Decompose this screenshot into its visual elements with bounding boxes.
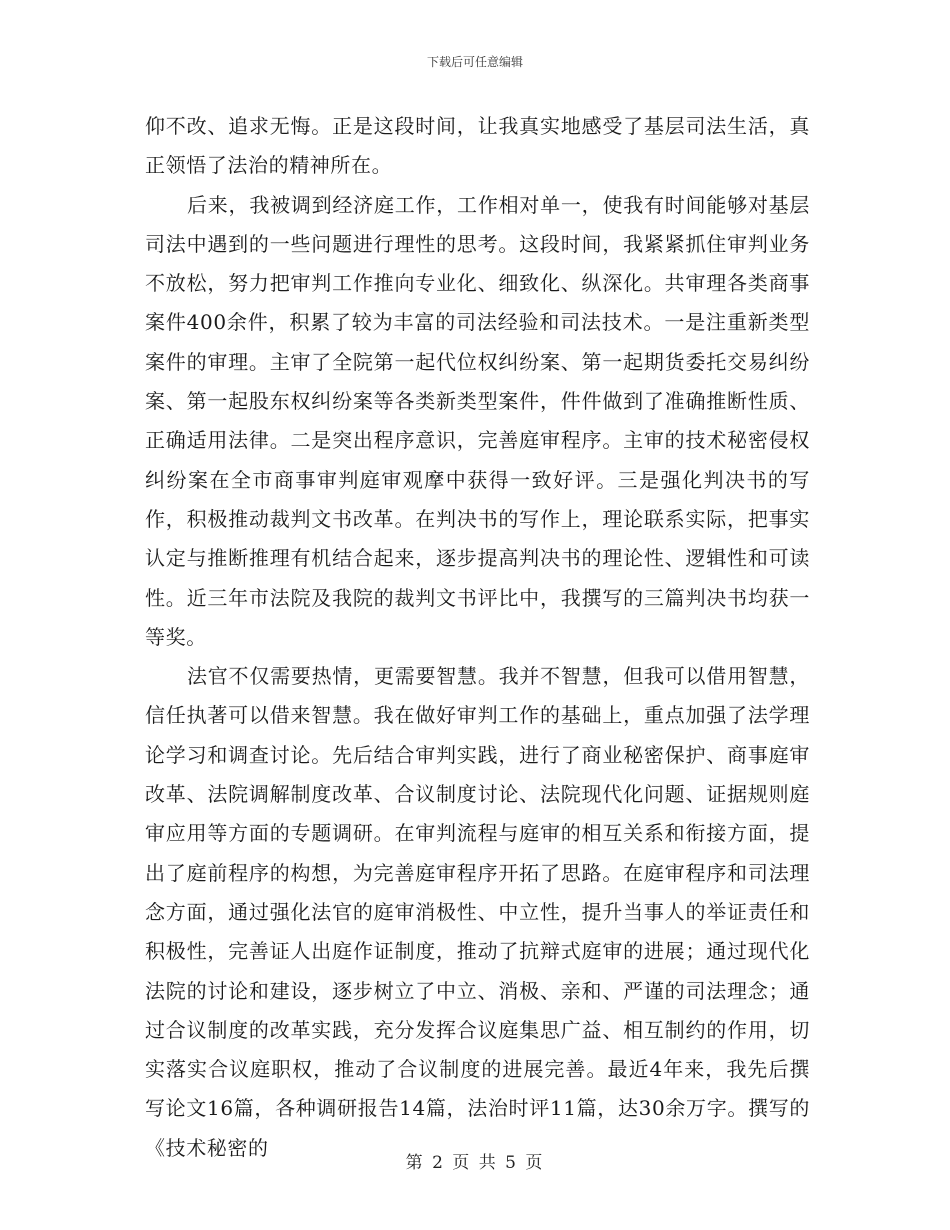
page-header: 下载后可任意编辑 [426,55,523,69]
document-body [145,107,810,1168]
paragraph-economic-court: 后来，我被调到经济庭工作，工作相对单一，使我有时间能够对基层司法中遇到的一些问题进行理性的思考。这段时间，我紧紧抓住审判业务不放松，努力把审判工作推向专业化、细致化、纵深化。共审理各类商事案件400余件，积累了较为丰富的司法经验和司法技术。一是注重新类型案件的审理。主审了全院第一起代位权纠纷案、第一起期货委托交易纠纷案、第一起股东权纠纷案等各类新类型案件，件件做到了准确推断性质、正确适用法律。二是突出程序意识，完善庭审程序。主审的技术秘密侵权纠纷案在全市商事审判庭审观摩中获得一致好评。三是强化判决书的写作，积极推动裁判文书改革。在判决书的写作上，理论联系实际，把事实认定与推断推理有机结合起来，逐步提高判决书的理论性、逻辑性和可读性。近三年市法院及我院的裁判文书评比中，我撰写的三篇判决书均获一等奖。 [145,192,810,649]
page-footer: 第 2 页 共 5 页 [405,1153,545,1173]
paragraph-continued: 仰不改、追求无悔。正是这段时间，让我真实地感受了基层司法生活，真正领悟了法治的精神所在。 [145,114,810,178]
paragraph-wisdom-research: 法官不仅需要热情，更需要智慧。我并不智慧，但我可以借用智慧，信任执著可以借来智慧。我在做好审判工作的基础上，重点加强了法学理论学习和调查讨论。先后结合审判实践，进行了商业秘密保护、商事庭审改革、法院调解制度改革、合议制度讨论、法院现代化问题、证据规则庭审应用等方面的专题调研。在审判流程与庭审的相互关系和衔接方面，提出了庭前程序的构想，为完善庭审程序开拓了思路。在庭审程序和司法理念方面，通过强化法官的庭审消极性、中立性，提升当事人的举证责任和积极性，完善证人出庭作证制度，推动了抗辩式庭审的进展；通过现代化法院的讨论和建设，逐步树立了中立、消极、亲和、严谨的司法理念；通过合议制度的改革实践，充分发挥合议庭集思广益、相互制约的作用，切实落实合议庭职权，推动了合议制度的进展完善。最近4年来，我先后撰写论文16篇，各种调研报告14篇，法治时评11篇，达30余万字。撰写的《技术秘密的 [145,664,810,1160]
